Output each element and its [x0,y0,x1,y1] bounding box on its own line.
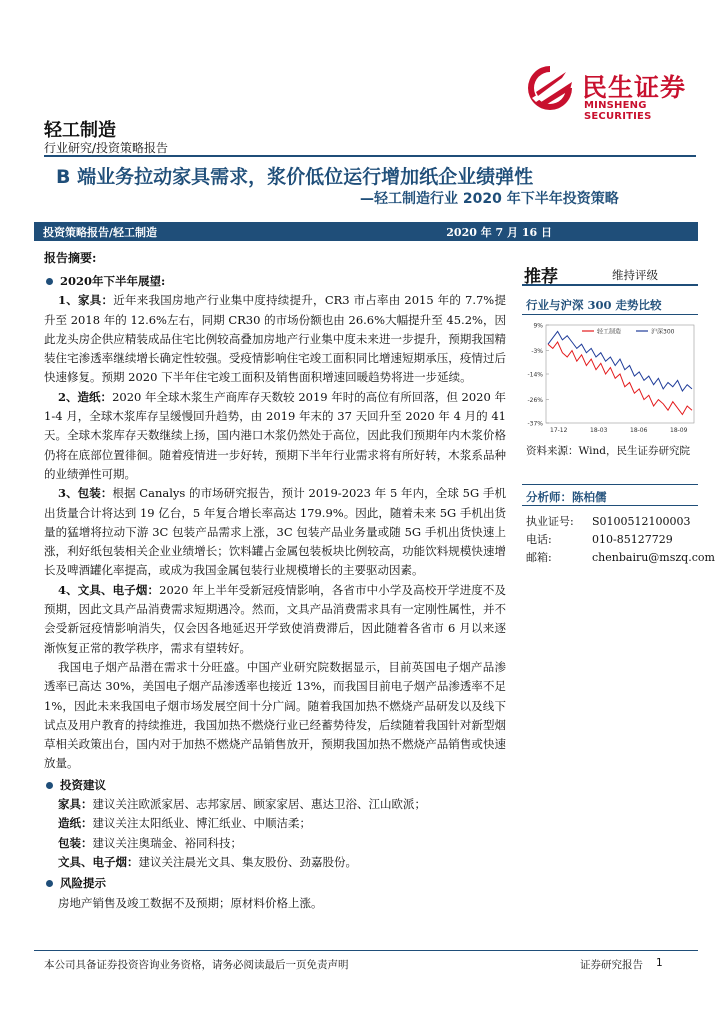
logo-mark-icon [526,64,578,112]
report-type: 行业研究/投资策略报告 [44,141,169,155]
paper-paragraph: 2、造纸：2020 年全球木浆生产商库存天数较 2019 年时的高位有所回落，但 2020 年 1-4 月，全球木浆库存呈缓慢回升趋势，由 2019 年末的 37 天回升至 2020 年 4 月的 41 天。全球木浆库存天数继续上扬，国内港口木浆仍然处于高位，因此我们预期年内木浆价格仍将在底部位置徘徊。随着疫情进一步好转，预期下半年行业需求将有所好转，木浆系品种的业绩弹性可期。 [44,389,506,481]
sector-name: 轻工制造 [44,120,116,141]
y-tick-label: -26% [527,397,543,405]
rating-note: 维持评级 [612,268,658,282]
report-subtitle: —轻工制造行业 2020 年下半年投资策略 [360,191,619,207]
y-tick-label: -14% [527,371,543,379]
y-tick-label: -3% [531,348,543,356]
footer-disclaimer: 本公司具备证券投资咨询业务资格，请务必阅读最后一页免责声明 [44,959,349,971]
ecig-paragraph: 我国电子烟产品潜在需求十分旺盛。中国产业研究院数据显示，目前英国电子烟产品渗透率已高达 30%，美国电子烟产品渗透率也接近 13%，而我国目前电子烟产品渗透率不足 1%，因此未来我国电子烟市场发展空间十分广阔。随着我国加热不燃烧产品研发以及线下试点及用户教育的持续推进，我国加热不燃烧行业已经蓄势待发，后续随着我国针对新型烟草相关政策出台，国内对于加热不燃烧产品销售放开，预期我国加热不燃烧产品销售或快速放量。 [44,659,506,771]
performance-chart [522,314,698,436]
x-tick-label: 17-12 [550,427,568,434]
bullet-icon [46,278,53,285]
analyst-name: 分析师：陈柏儒 [526,490,607,504]
category-band [34,222,698,241]
report-title: B 端业务拉动家具需求，浆价低位运行增加纸企业绩弹性 [56,166,534,188]
furniture-paragraph: 1、家具：近年来我国房地产行业集中度持续提升，CR3 市占率由 2015 年的 7.7%提升至 2018 年的 12.6%左右，同期 CR30 的市场份额也由 26.6%大幅提升至 45.2%，因此龙头房企供应精装成品住宅比例较高叠加房地产行业集中度未来进一步提升，预期我国精装住宅渗透率继续增长确定性较强。受疫情影响住宅竣工面积同比增速短期承压，疫情过后快速修复。预期 2020 下半年住宅竣工面积及销售面积增速回暖趋势将进一步延续。 [44,293,506,385]
packaging-paragraph: 3、包装：根据 Canalys 的市场研究报告，预计 2019-2023 年 5 年内，全球 5G 手机出货量合计将达到 19 亿台，5 年复合增长率高达 179.9%。因此，随着未来 5G 手机出货量的猛增将拉动下游 3C 包装产品需求上涨，3C 包装产品业务量或随 5G 手机出货快速上涨，利好纸包装相关企业业绩增长；饮料罐占金属包装板块比例较高，功能饮料规模快速增长及啤酒罐化率提高，或成为我国金属包装行业规模增长的主要驱动因素。 [44,486,506,578]
chart-svg [522,315,698,437]
series-line-csi300 [548,331,692,391]
risk-text: 房地产销售及竣工数据不及预期；原材料价格上涨。 [58,895,323,910]
x-tick-label: 18-06 [630,427,648,434]
y-tick-label: -37% [527,420,543,428]
rec-stationery: 文具、电子烟：建议关注晨光文具、集友股份、劲嘉股份。 [58,854,357,869]
analyst-divider-bottom [522,505,698,506]
legend-label: 轻工制造 [597,328,622,336]
report-date: 2020 年 7 月 16 日 [446,226,552,239]
contact-license: 执业证号: S0100512100003 [526,515,691,528]
risk-heading: 风险提示 [46,874,506,893]
logo-text-en: MINSHENG SECURITIES [584,100,652,122]
contact-email[interactable]: 邮箱: chenbairu@mszq.com [526,551,715,564]
chart-source: 资料来源：Wind，民生证券研究院 [526,445,690,457]
x-tick-label: 18-09 [670,427,688,434]
bullet-icon [46,880,53,887]
rating-box [522,262,698,286]
rec-paper: 造纸：建议关注太阳纸业、博汇纸业、中顺洁柔； [58,816,311,831]
footer-divider [34,950,698,951]
rec-packaging: 包装：建议关注奥瑞金、裕同科技； [58,835,242,850]
bullet-icon [46,782,53,789]
category-label: 投资策略报告/轻工制造 [43,226,158,239]
chart-title: 行业与沪深 300 走势比较 [526,298,662,312]
analyst-divider [522,484,698,485]
footer-doc-type: 证券研究报告 [580,959,643,971]
rating: 推荐 [524,267,558,287]
rec-furniture: 家具：建议关注欧派家居、志邦家居、顾家家居、惠达卫浴、江山欧派； [58,797,426,812]
y-tick-label: 9% [533,322,543,330]
legend-label: 沪深300 [651,328,675,336]
investment-heading: 投资建议 [46,776,506,795]
logo-text-cn: 民生证券 [582,73,687,102]
series-line-industry [548,342,692,415]
summary-heading: 报告摘要: [44,251,97,265]
header-divider [44,155,696,157]
page-number: 1 [656,957,663,969]
stationery-paragraph: 4、文具、电子烟：2020 年上半年受新冠疫情影响，各省市中小学及高校开学进度不及预期，因此文具产品消费需求短期遇冷。然而，文具产品消费需求具有一定刚性属性，并不会受新冠疫情影响消失，仅会因各地延迟开学致使消费滞后，因此随着各省市 6 月以来逐渐恢复正常的教学秩序，需求有望转好。 [44,582,506,655]
company-logo [526,64,696,122]
x-tick-label: 18-03 [590,427,608,434]
summary-body [44,272,506,913]
contact-phone: 电话: 010-85127729 [526,533,673,546]
outlook-heading: 2020年下半年展望: [46,272,506,291]
